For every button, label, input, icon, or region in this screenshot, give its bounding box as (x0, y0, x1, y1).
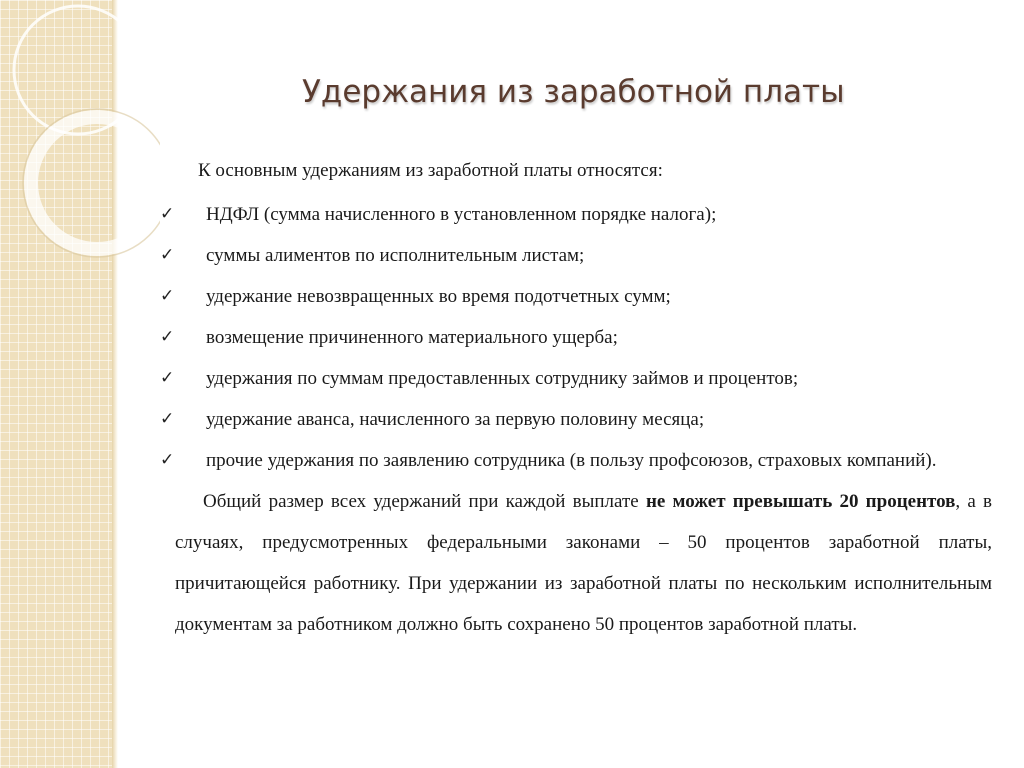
list-item-text: возмещение причиненного материального ущерба; (206, 327, 618, 348)
list-item (160, 235, 992, 276)
summary-emphasis: не может превышать 20 процентов (645, 491, 956, 512)
list-item-text: суммы алиментов по исполнительным листам; (206, 245, 585, 266)
list-item (160, 276, 992, 317)
summary-part2: , а в случаях, предусмотренных федеральными законами – 50 процентов заработной платы, причитающейся работнику. При удержании из заработной платы по нескольким исполнительным документам за работником должно быть сохранено 50 процентов заработной платы. (175, 491, 993, 635)
list-item (160, 194, 992, 235)
list-item-text: удержание невозвращенных во время подотчетных сумм; (206, 286, 671, 307)
list-item (160, 317, 992, 358)
summary-part1: Общий размер всех удержаний при каждой выплате (203, 491, 646, 512)
deductions-list (160, 194, 992, 481)
decorative-circle-ring (31, 117, 160, 249)
slide-title: Удержания из заработной платы (302, 74, 845, 110)
list-item (160, 358, 992, 399)
decorative-circles (0, 0, 160, 330)
list-item (160, 440, 992, 481)
list-item-text: прочие удержания по заявлению сотрудника (в пользу профсоюзов, страховых компаний). (206, 450, 937, 471)
check-icon: ✓ (160, 286, 175, 306)
summary-paragraph (160, 481, 992, 645)
check-icon: ✓ (160, 450, 175, 470)
check-icon: ✓ (160, 327, 175, 347)
slide-content (160, 148, 992, 645)
list-item (160, 399, 992, 440)
list-item-text: НДФЛ (сумма начисленного в установленном порядке налога); (206, 204, 717, 225)
list-item-text: удержание аванса, начисленного за первую половину месяца; (206, 409, 705, 430)
check-icon: ✓ (160, 245, 175, 265)
list-item-text: удержания по суммам предоставленных сотруднику займов и процентов; (206, 368, 799, 389)
check-icon: ✓ (160, 204, 175, 224)
check-icon: ✓ (160, 368, 175, 388)
check-icon: ✓ (160, 409, 175, 429)
intro-text: К основным удержаниям из заработной платы относятся: (198, 160, 663, 181)
